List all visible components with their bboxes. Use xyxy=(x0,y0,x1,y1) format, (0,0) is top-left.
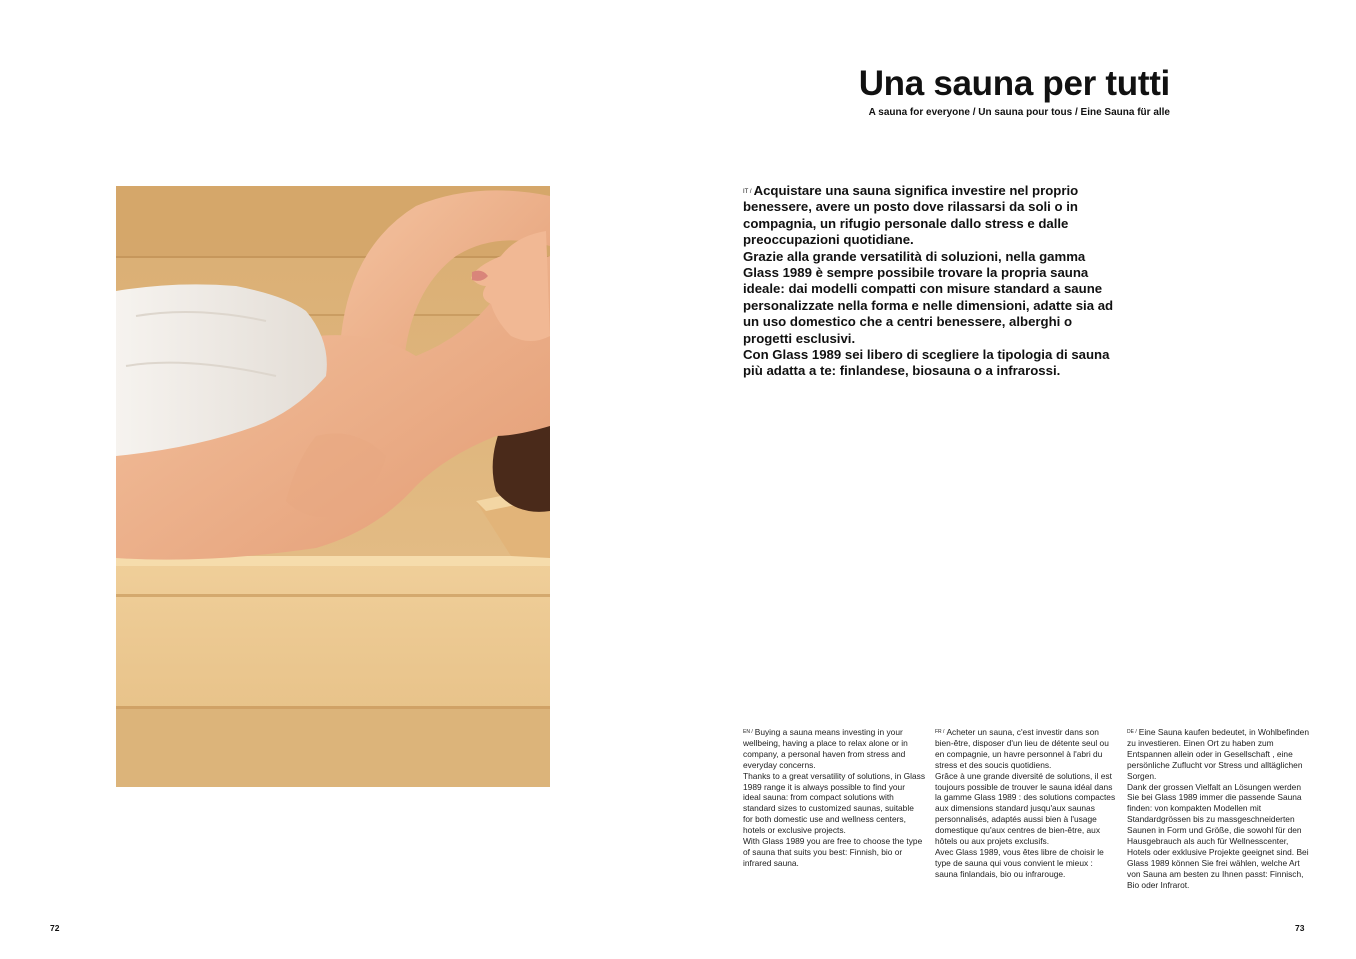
column-paragraph: Grâce à une grande diversité de solutions, il est toujours possible de trouver le sauna idéal dans la gamme Glass 1989 : des solutions compactes aux dimensions standard jusqu'aux saunas personnalisés, adaptés aussi bien à l'usage domestique qu'aux centres de bien-être, aux hôtels ou aux projets exclusifs. xyxy=(935,770,1116,847)
italian-intro-text xyxy=(743,183,1123,380)
intro-paragraph: Grazie alla grande versatilità di soluzioni, nella gamma Glass 1989 è sempre possibile trovare la propria sauna ideale: dai modelli compatti con misure standard a saune personalizzate nella forma e nelle dimensioni, adatte sia ad un uso domestico che a centri benessere, alberghi o progetti esclusivi. xyxy=(743,248,1114,346)
intro-paragraph: $^{IT /}$ Acquistare una sauna significa investire nel proprio benessere, avere un posto dove rilassarsi da soli o in compagnia, un rifugio personale dallo stress e dalle preoccupazioni quotidiane. xyxy=(743,183,1079,248)
french-text-column xyxy=(935,727,1117,880)
page-subtitle: A sauna for everyone / Un sauna pour tous / Eine Sauna für alle xyxy=(868,107,1170,118)
page-number-right: 73 xyxy=(1295,923,1305,933)
intro-paragraph: Con Glass 1989 sei libero di scegliere la tipologia di sauna più adatta a te: finlandese, biosauna o a infrarossi. xyxy=(743,347,1110,379)
column-paragraph: Dank der grossen Vielfalt an Lösungen werden Sie bei Glass 1989 immer die passende Sauna finden: von kompakten Modellen mit Standardgrössen bis zu massgeschneiderten Saunen in Form und Größe, die sowohl für den Hausgebrauch als auch für Wellnesscenter, Hotels oder exklusive Projekte geeignet sind. Bei Glass 1989 können Sie frei wählen, welche Art von Sauna am besten zu Ihnen passt: Finnisch, Bio oder Infrarot. xyxy=(1127,781,1309,890)
german-text-column xyxy=(1127,727,1311,891)
column-paragraph: $^{DE /}$ Eine Sauna kaufen bedeutet, in Wohlbefinden zu investieren. Einen Ort zu haben zum Entspannen allein oder in Gesellschaft , eine persönliche Zuflucht vor Stress und alltäglichen Sorgen. xyxy=(1127,727,1310,781)
page-number-left: 72 xyxy=(50,923,60,933)
column-paragraph: Avec Glass 1989, vous êtes libre de choisir le type de sauna qui vous convient le mieux : sauna finlandais, bio ou infrarouge. xyxy=(935,846,1104,879)
language-tag-fr: FR / xyxy=(935,729,945,735)
column-paragraph: $^{FR /}$ Acheter un sauna, c'est investir dans son bien-être, disposer d'un lieu de détente seul ou en compagnie, un havre personnel à l'abri du stress et des soucis quotidiens. xyxy=(935,727,1109,770)
language-tag-en: EN / xyxy=(743,729,753,735)
column-paragraph: $^{EN /}$ Buying a sauna means investing in your wellbeing, having a place to relax alone or in company, a personal haven from stress and everyday concerns. xyxy=(743,727,908,770)
column-paragraph: Thanks to a great versatility of solutions, in Glass 1989 range it is always possible to find your ideal sauna: from compact solutions with standard sizes to customized saunas, suitable for both domestic use and wellness centers, hotels or exclusive projects. xyxy=(743,770,926,836)
column-paragraph: With Glass 1989 you are free to choose the type of sauna that suits you best: Finnish, bio or infrared sauna. xyxy=(743,836,923,868)
english-text-column xyxy=(743,727,925,869)
woman-relaxing-in-sauna-photo xyxy=(116,186,550,787)
language-tag-it: IT / xyxy=(743,189,752,195)
page-title: Una sauna per tutti xyxy=(858,64,1170,103)
language-tag-de: DE / xyxy=(1127,729,1137,735)
